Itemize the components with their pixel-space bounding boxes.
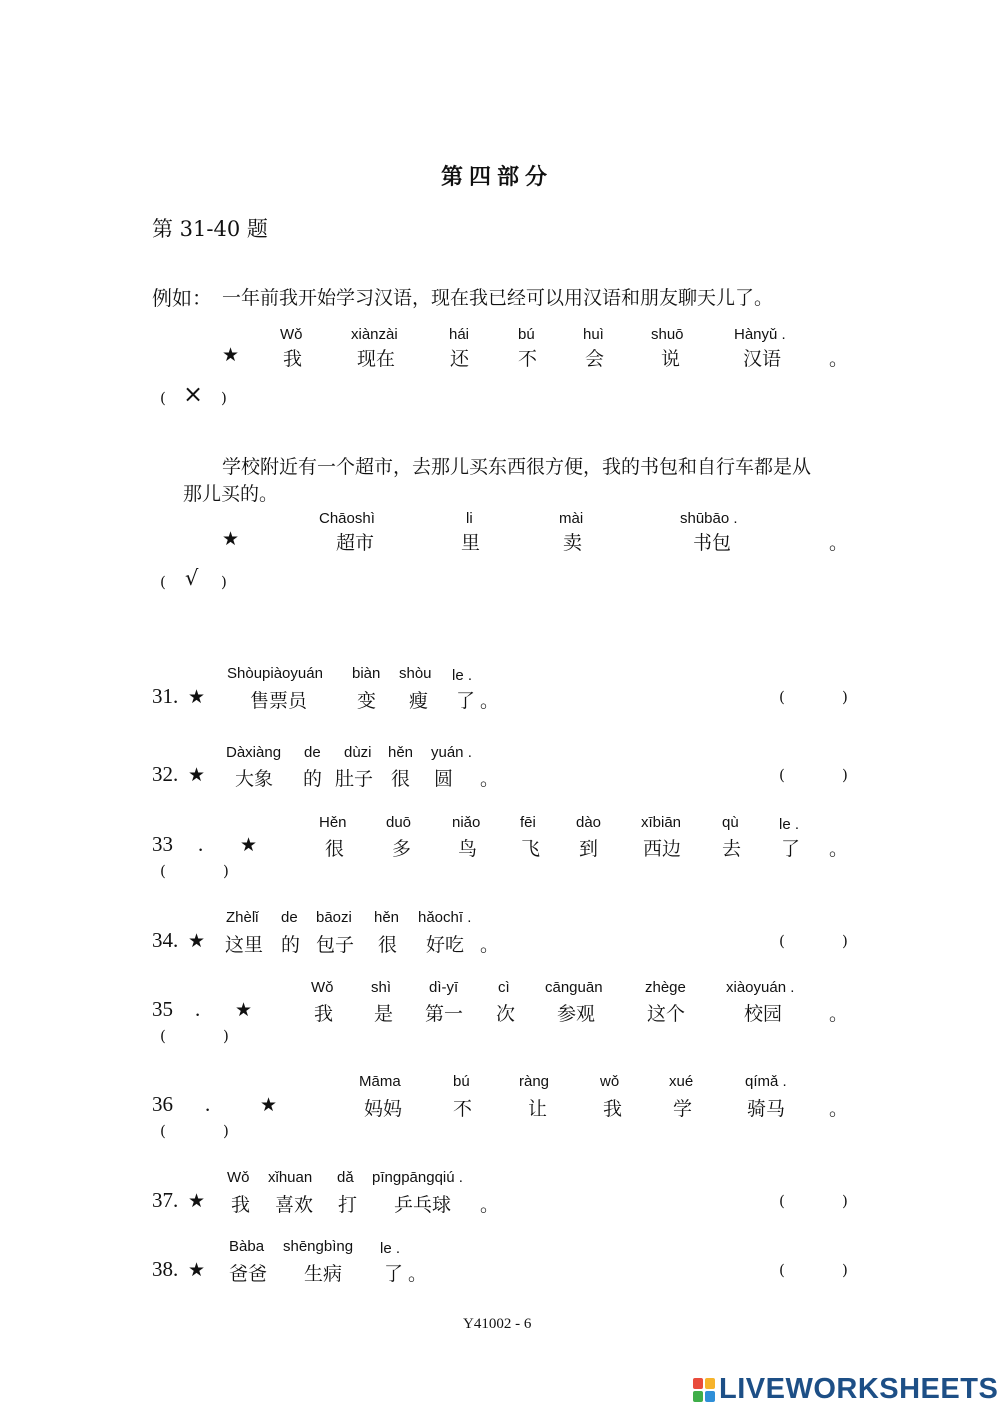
ex2-hanzi-1: 里 [461,532,481,554]
q32-hanzi-4: 圆 [434,768,454,790]
q32-hanzi-3: 很 [391,768,411,790]
q34-hanzi-4: 好吃 [426,934,465,956]
q34-pinyin-1: de [281,909,298,926]
page-footer-code: Y41002 - 6 [463,1316,532,1332]
star-icon: ★ [188,930,206,952]
q31-pinyin-0: Shòupiàoyuán [227,665,323,682]
ex2-answer-check: √ [185,566,199,590]
q38-hanzi-2: 了 [384,1263,404,1285]
answer-paren-left[interactable]: ( [779,688,785,706]
q35-pinyin-6: xiàoyuán . [726,979,795,996]
question-dot: . [205,1092,211,1116]
q37-hanzi-1: 喜欢 [275,1194,314,1216]
q34-hanzi-5: 。 [480,934,500,956]
q33-hanzi-6: 去 [722,838,742,860]
q33-pinyin-1: duō [386,814,412,831]
q32-pinyin-4: yuán . [431,744,472,761]
ex1-hanzi-5: 说 [661,348,681,370]
ex1-pinyin-4: huì [583,326,604,343]
answer-paren-right[interactable]: ) [842,1192,848,1210]
q36-pinyin-1: bú [453,1073,470,1090]
q33-hanzi-8: 。 [829,838,849,860]
star-icon: ★ [260,1094,278,1116]
ex2-pinyin-1: li [466,510,473,527]
ex1-hanzi-7: 。 [829,348,849,370]
q37-pinyin-1: xǐhuan [268,1169,313,1186]
q32-pinyin-3: hěn [388,744,414,761]
q31-hanzi-0: 售票员 [250,690,308,712]
q33-hanzi-3: 飞 [521,838,541,860]
q34-pinyin-0: Zhèlǐ [226,909,259,926]
star-icon: ★ [222,344,240,366]
question-number: 36 [152,1092,173,1116]
star-icon: ★ [188,764,206,786]
q38-pinyin-2: le . [380,1240,401,1257]
q35-pinyin-4: cānguān [545,979,603,996]
answer-paren-left[interactable]: ( [160,862,166,880]
q33-pinyin-3: fēi [520,814,536,831]
q37-hanzi-4: 。 [480,1194,500,1216]
q33-hanzi-0: 很 [325,838,345,860]
question-number: 32. [152,762,179,786]
q33-hanzi-7: 了 [781,838,801,860]
answer-paren-right[interactable]: ) [842,766,848,784]
q34-pinyin-4: hǎochī . [418,909,472,926]
q36-pinyin-4: xué [669,1073,694,1090]
q35-hanzi-4: 参观 [557,1003,596,1025]
q38-hanzi-0: 爸爸 [229,1263,268,1285]
ex2-paren-left: ( [160,573,166,591]
q31-hanzi-3: 了 [456,690,476,712]
question-number: 38. [152,1257,179,1281]
q33-hanzi-1: 多 [392,838,412,860]
q32-hanzi-2: 肚子 [335,768,374,790]
question-number: 34. [152,928,179,952]
q37-hanzi-3: 乒乓球 [394,1194,452,1216]
q36-hanzi-0: 妈妈 [364,1098,403,1120]
q35-hanzi-2: 第一 [425,1003,464,1025]
ex1-hanzi-1: 现在 [357,348,396,370]
q31-pinyin-2: shòu [399,665,432,682]
q33-hanzi-5: 西边 [643,838,682,860]
q37-pinyin-0: Wǒ [227,1169,250,1186]
q36-hanzi-6: 。 [829,1098,849,1120]
q35-hanzi-5: 这个 [647,1003,686,1025]
q37-pinyin-3: pīngpāngqiú . [372,1169,463,1186]
q36-pinyin-0: Māma [359,1073,401,1090]
q31-hanzi-1: 变 [357,690,377,712]
answer-paren-right[interactable]: ) [223,862,229,880]
ex2-pinyin-2: mài [559,510,584,527]
q37-pinyin-2: dǎ [337,1169,354,1186]
q36-hanzi-1: 不 [453,1098,473,1120]
q35-pinyin-2: dì-yī [429,979,459,996]
ex1-paren-right: ) [221,389,227,407]
ex1-hanzi-3: 不 [518,348,538,370]
q34-pinyin-3: hěn [374,909,400,926]
section-subtitle: 第 31-40 题 [152,217,268,241]
ex1-pinyin-3: bú [518,326,535,343]
answer-paren-left[interactable]: ( [160,1027,166,1045]
answer-paren-right[interactable]: ) [223,1122,229,1140]
q37-hanzi-2: 打 [338,1194,358,1216]
q32-hanzi-1: 的 [303,768,323,790]
answer-paren-left[interactable]: ( [779,766,785,784]
ex1-pinyin-2: hái [449,326,470,343]
q32-pinyin-2: dùzi [344,744,372,761]
q34-pinyin-2: bāozi [316,909,352,926]
star-icon: ★ [188,1259,206,1281]
star-icon: ★ [188,1190,206,1212]
q32-pinyin-0: Dàxiàng [226,744,282,761]
q33-pinyin-5: xībiān [641,814,682,831]
question-number: 33 [152,832,173,856]
q31-pinyin-1: biàn [352,665,381,682]
q33-pinyin-7: le . [779,816,800,833]
q36-hanzi-4: 学 [673,1098,693,1120]
answer-paren-right[interactable]: ) [842,932,848,950]
q35-hanzi-7: 。 [829,1003,849,1025]
q35-hanzi-3: 次 [496,1003,516,1025]
q38-hanzi-3: 。 [408,1263,428,1285]
q31-pinyin-3: le . [452,667,473,684]
star-icon: ★ [222,528,240,550]
q31-hanzi-2: 瘦 [409,690,429,712]
answer-paren-left[interactable]: ( [779,1261,785,1279]
q37-hanzi-0: 我 [231,1194,251,1216]
ex2-pinyin-3: shūbāo . [680,510,738,527]
q35-pinyin-3: cì [498,979,510,996]
q36-pinyin-2: ràng [519,1073,550,1090]
answer-paren-left[interactable]: ( [160,1122,166,1140]
ex1-pinyin-6: Hànyǔ . [734,326,786,343]
example-2-passage-line1: 学校附近有一个超市，去那儿买东西很方便，我的书包和自行车都是从 [222,456,812,478]
q33-hanzi-4: 到 [579,838,599,860]
question-dot: . [198,832,204,856]
q38-hanzi-1: 生病 [304,1263,343,1285]
q36-pinyin-3: wǒ [600,1073,620,1090]
answer-paren-left[interactable]: ( [779,932,785,950]
q34-hanzi-2: 包子 [316,934,355,956]
example-1-passage: 一年前我开始学习汉语，现在我已经可以用汉语和朋友聊天儿了。 [222,287,774,309]
liveworksheets-logo-icon [693,1378,715,1402]
q36-hanzi-3: 我 [603,1098,623,1120]
q34-hanzi-1: 的 [281,934,301,956]
q33-pinyin-6: qù [722,814,739,831]
ex1-pinyin-5: shuō [651,326,684,343]
q36-hanzi-5: 骑马 [747,1098,786,1120]
liveworksheets-brand-link[interactable]: LIVEWORKSHEETS [719,1373,999,1405]
q33-pinyin-4: dào [576,814,602,831]
ex1-paren-left: ( [160,389,166,407]
q35-pinyin-5: zhège [645,979,686,996]
ex1-answer-cross: × [183,380,204,408]
q35-hanzi-6: 校园 [744,1003,783,1025]
q36-pinyin-5: qímǎ . [745,1073,787,1090]
q34-hanzi-3: 很 [378,934,398,956]
question-number: 37. [152,1188,179,1212]
example-2-passage-line2: 那儿买的。 [183,483,279,505]
q32-hanzi-5: 。 [480,768,500,790]
q35-hanzi-1: 是 [374,1003,394,1025]
q35-pinyin-0: Wǒ [311,979,334,996]
question-number: 35 [152,997,173,1021]
example-label: 例如： [152,286,212,310]
answer-paren-right[interactable]: ) [223,1027,229,1045]
ex2-pinyin-0: Chāoshì [319,510,375,527]
ex2-hanzi-2: 卖 [563,532,583,554]
answer-paren-left[interactable]: ( [779,1192,785,1210]
q34-hanzi-0: 这里 [225,934,264,956]
ex1-pinyin-0: Wǒ [280,326,303,343]
question-number: 31. [152,684,179,708]
ex1-hanzi-6: 汉语 [743,348,782,370]
q38-pinyin-0: Bàba [229,1238,265,1255]
ex2-hanzi-3: 书包 [693,532,732,554]
q33-pinyin-0: Hěn [319,814,347,831]
page-title: 第四部分 [441,164,554,190]
ex1-hanzi-0: 我 [283,348,303,370]
question-dot: . [195,997,201,1021]
q32-pinyin-1: de [304,744,321,761]
q36-hanzi-2: 让 [528,1098,548,1120]
q33-hanzi-2: 鸟 [458,838,478,860]
ex2-paren-right: ) [221,573,227,591]
q35-hanzi-0: 我 [314,1003,334,1025]
ex1-hanzi-2: 还 [450,348,470,370]
q35-pinyin-1: shì [371,979,392,996]
star-icon: ★ [188,686,206,708]
star-icon: ★ [240,834,258,856]
answer-paren-right[interactable]: ) [842,688,848,706]
star-icon: ★ [235,999,253,1021]
ex2-hanzi-4: 。 [829,532,849,554]
q31-hanzi-4: 。 [480,690,500,712]
answer-paren-right[interactable]: ) [842,1261,848,1279]
q33-pinyin-2: niǎo [452,814,481,831]
q38-pinyin-1: shēngbìng [283,1238,354,1255]
q32-hanzi-0: 大象 [235,768,274,790]
ex2-hanzi-0: 超市 [336,532,375,554]
ex1-pinyin-1: xiànzài [351,326,398,343]
ex1-hanzi-4: 会 [585,348,605,370]
